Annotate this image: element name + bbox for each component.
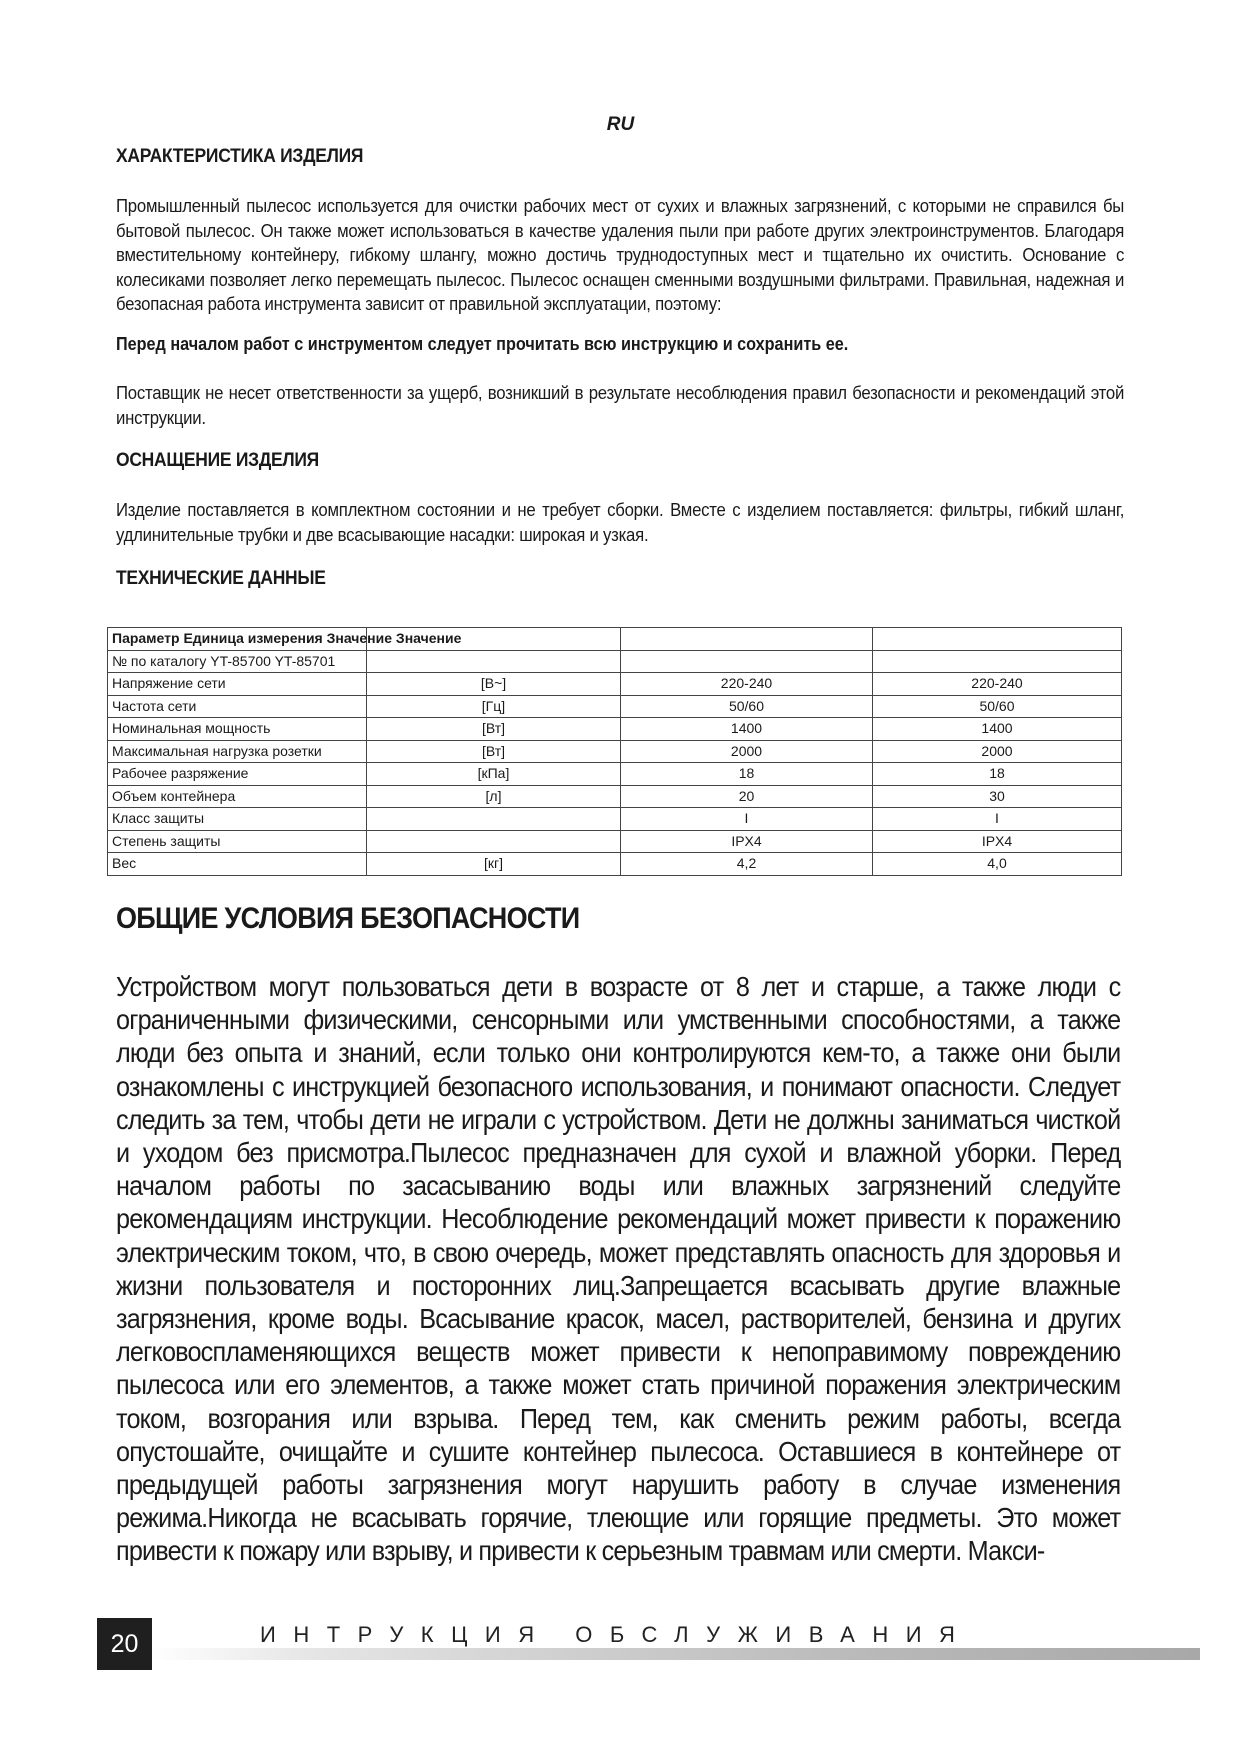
value-yt85701-cell: 30 <box>873 785 1122 808</box>
page-number: 20 <box>97 1618 152 1670</box>
read-instructions-note: Перед началом работ с инструментом следует прочитать всю инструкцию и сохранить ее. <box>116 334 849 354</box>
unit-cell: [л] <box>367 785 621 808</box>
table-header-row <box>108 628 1122 651</box>
liability-paragraph: Поставщик не несет ответственности за ущерб, возникший в результате несоблюдения правил безопасности и рекомендаций этой инструкции. <box>116 383 1125 428</box>
unit-cell <box>367 808 621 831</box>
catalog-row <box>108 650 1122 673</box>
param-cell: Объем контейнера <box>108 785 367 808</box>
unit-cell: [Гц] <box>367 695 621 718</box>
footer-gradient-bar <box>150 1648 1200 1660</box>
value-yt85701-cell: 2000 <box>873 740 1122 763</box>
value-yt85701-cell: 50/60 <box>873 695 1122 718</box>
characteristics-paragraph: Промышленный пылесос используется для очистки рабочих мест от сухих и влажных загрязнений, с которыми не справился бы бытовой пылесос. Он также может использоваться в качестве удаления пыли при работе других электроинструментов. Благодаря вместительному контейнеру, гибкому шлангу, можно достичь труднодоступных мест и тщательно их очистить. Основание с колесиками позволяет легко перемещать пылесос. Пылесос оснащен сменными воздушными фильтрами. Правильная, надежная и безопасная работа инструмента зависит от правильной эксплуатации, поэтому: <box>116 196 1125 314</box>
table-row <box>108 808 1122 831</box>
value-yt85701-cell: 1400 <box>873 718 1122 741</box>
value-yt85701-cell: 4,0 <box>873 853 1122 876</box>
equipment-paragraph: Изделие поставляется в комплектном состоянии и не требует сборки. Вместе с изделием поставляется: фильтры, гибкий шланг, удлинительные трубки и две всасывающие насадки: широкая и узкая. <box>116 500 1125 545</box>
language-tag: RU <box>606 114 635 135</box>
param-cell: Вес <box>108 853 367 876</box>
table-header-text: Параметр Единица измерения Значение Значение <box>112 630 462 646</box>
safety-paragraph: Устройством могут пользоваться дети в возрасте от 8 лет и старше, а также люди с ограниченными физическими, сенсорными или умственными способностями, а также люди без опыта и знаний, если только они контролируются кем-то, а также они были ознакомлены с инструкцией безопасного использования, и понимают опасности. Следует следить за тем, чтобы дети не играли с устройством. Дети не должны заниматься чисткой и уходом без присмотра.Пылесос предназначен для сухой и влажной уборки. Перед началом работы по засасыванию воды или влажных загрязнений следуйте рекомендациям инструкции. Несоблюдение рекомендаций может привести к поражению электрическим током, что, в свою очередь, может представлять опасность для здоровья и жизни пользователя и посторонних лиц.Запрещается всасывать другие влажные загрязнения, кроме воды. Всасывание красок, масел, растворителей, бензина и других легковоспламеняющихся веществ может привести к непоправимому повреждению пылесоса или его элементов, а также может стать причиной поражения электрическим током, возгорания или взрыва. Перед тем, как сменить режим работы, всегда опустошайте, очищайте и сушите контейнер пылесоса. Оставшиеся в контейнере от предыдущей работы загрязнения могут нарушить работу в случае изменения режима.Никогда не всасывать горячие, тлеющие или горящие предметы. Это может привести к пожару или взрыву, и привести к серьезным травмам или смерти. Макси- <box>116 971 1121 1567</box>
unit-cell: [кг] <box>367 853 621 876</box>
param-cell: Максимальная нагрузка розетки <box>108 740 367 763</box>
unit-cell <box>367 830 621 853</box>
value-yt85701-cell: 18 <box>873 763 1122 786</box>
table-row <box>108 785 1122 808</box>
value-yt85701-cell: I <box>873 808 1122 831</box>
value-yt85700-cell: 220-240 <box>621 673 873 696</box>
value-yt85701-cell: 220-240 <box>873 673 1122 696</box>
unit-cell: [Вт] <box>367 740 621 763</box>
characteristics-heading: ХАРАКТЕРИСТИКА ИЗДЕЛИЯ <box>116 146 364 167</box>
value-yt85701-cell: IPX4 <box>873 830 1122 853</box>
param-cell: Класс защиты <box>108 808 367 831</box>
unit-cell: [кПа] <box>367 763 621 786</box>
table-row <box>108 740 1122 763</box>
value-yt85700-cell: 18 <box>621 763 873 786</box>
technical-data-table <box>107 627 1122 876</box>
table-row <box>108 763 1122 786</box>
value-yt85700-cell: 1400 <box>621 718 873 741</box>
value-yt85700-cell: 20 <box>621 785 873 808</box>
table-row <box>108 830 1122 853</box>
value-yt85700-cell: 2000 <box>621 740 873 763</box>
equipment-heading: ОСНАЩЕНИЕ ИЗДЕЛИЯ <box>116 450 319 471</box>
value-yt85700-cell: 50/60 <box>621 695 873 718</box>
footer-title: ИНТРУКЦИЯ ОБСЛУЖИВАНИЯ <box>260 1622 973 1647</box>
param-cell: Рабочее разряжение <box>108 763 367 786</box>
table-row <box>108 695 1122 718</box>
param-cell: Номинальная мощность <box>108 718 367 741</box>
table-row <box>108 673 1122 696</box>
param-cell: Частота сети <box>108 695 367 718</box>
value-yt85700-cell: 4,2 <box>621 853 873 876</box>
value-yt85700-cell: IPX4 <box>621 830 873 853</box>
param-cell: Степень защиты <box>108 830 367 853</box>
catalog-numbers: № по каталогу YT-85700 YT-85701 <box>112 652 336 669</box>
technical-data-heading: ТЕХНИЧЕСКИЕ ДАННЫЕ <box>116 568 326 589</box>
unit-cell: [Вт] <box>367 718 621 741</box>
safety-heading: ОБЩИЕ УСЛОВИЯ БЕЗОПАСНОСТИ <box>116 902 580 935</box>
param-cell: Напряжение сети <box>108 673 367 696</box>
table-row <box>108 718 1122 741</box>
value-yt85700-cell: I <box>621 808 873 831</box>
table-row <box>108 853 1122 876</box>
unit-cell: [В~] <box>367 673 621 696</box>
